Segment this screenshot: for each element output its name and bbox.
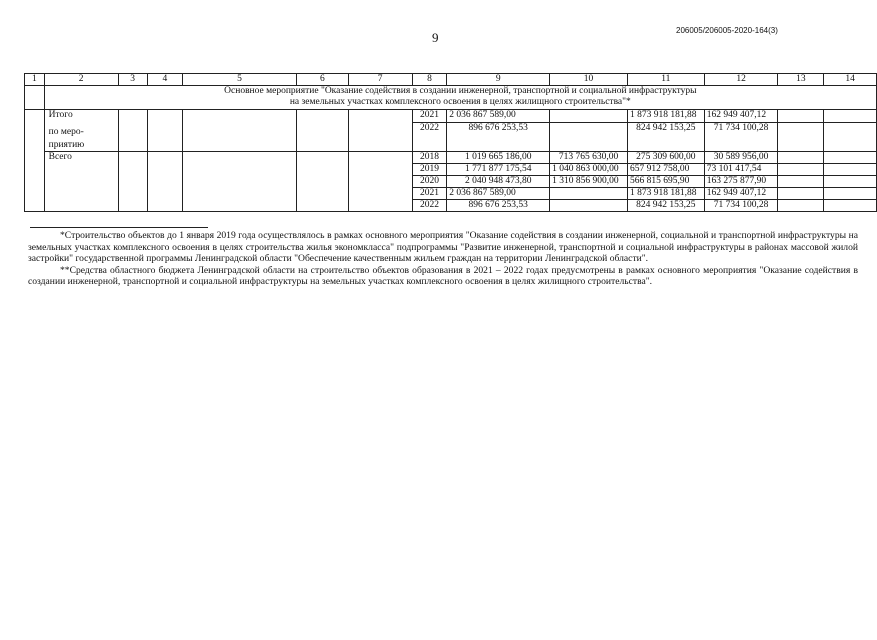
total-label: Всего [44, 152, 118, 212]
value-cell [550, 110, 628, 123]
subtotal-label-line: приятию [48, 140, 85, 150]
value-cell: 71 734 100,28 [704, 200, 778, 212]
col-num-9: 9 [447, 74, 550, 86]
empty-cell [348, 110, 412, 152]
col-num-2: 2 [44, 74, 118, 86]
footnote-1: *Строительство объектов до 1 января 2019 года осуществлялось в рамках основного мероприятия "Оказание содействия в создании инженерной, социальной и транспортной инфраструктуры на земельных участках комплексного освоения в целях строительства жилья экономкласса" подпрограммы "Развитие инженерной, транспортной и социальной инфраструктуры в районах массовой жилой застройки" государственной программы Ленинградской области "Обеспечение качественным жильем граждан на территории Ленинградской области". [28, 230, 858, 265]
empty-cell [297, 152, 349, 212]
col-num-13: 13 [778, 74, 824, 86]
section-title-line-2: на земельных участках комплексного освоения в целях жилищного строительства"* [289, 97, 631, 107]
value-cell: 657 912 758,00 [627, 164, 704, 176]
value-cell: 824 942 153,25 [627, 200, 704, 212]
col-num-3: 3 [118, 74, 147, 86]
subtotal-label [44, 110, 118, 152]
empty-cell [778, 110, 824, 123]
value-cell: 71 734 100,28 [704, 123, 778, 152]
empty-cell [25, 110, 45, 212]
empty-cell [297, 110, 349, 152]
empty-cell [778, 200, 824, 212]
empty-cell [824, 176, 877, 188]
empty-cell [778, 123, 824, 152]
value-cell: 1 310 856 900,00 [550, 176, 628, 188]
col-num-4: 4 [147, 74, 182, 86]
year-cell: 2022 [412, 123, 447, 152]
page-number: 9 [432, 30, 439, 45]
empty-cell [182, 110, 296, 152]
footnotes [28, 230, 858, 288]
value-cell: 824 942 153,25 [627, 123, 704, 152]
value-cell: 275 309 600,00 [627, 152, 704, 164]
year-cell: 2021 [412, 110, 447, 123]
subtotal-label-line: Итого [48, 110, 73, 120]
year-cell: 2018 [412, 152, 447, 164]
col-num-1: 1 [25, 74, 45, 86]
value-cell: 1 040 863 000,00 [550, 164, 628, 176]
empty-cell [824, 200, 877, 212]
col-num-14: 14 [824, 74, 877, 86]
section-title [44, 86, 876, 110]
value-cell: 2 036 867 589,00 [447, 188, 550, 200]
empty-cell [824, 152, 877, 164]
year-cell: 2020 [412, 176, 447, 188]
empty-cell [778, 152, 824, 164]
empty-cell [348, 152, 412, 212]
empty-cell [778, 164, 824, 176]
value-cell: 1 771 877 175,54 [447, 164, 550, 176]
section-title-line-1: Основное мероприятие "Оказание содействия в создании инженерной, транспортной и социальной инфраструктуры [224, 86, 697, 96]
year-cell: 2022 [412, 200, 447, 212]
table-row [25, 110, 877, 123]
empty-cell [147, 152, 182, 212]
value-cell: 162 949 407,12 [704, 110, 778, 123]
col-num-12: 12 [704, 74, 778, 86]
subtotal-label-line: по меро- [48, 127, 84, 137]
empty-cell [778, 176, 824, 188]
value-cell [550, 188, 628, 200]
budget-table [24, 73, 877, 212]
empty-cell [182, 152, 296, 212]
document-code: 206005/206005-2020-164(3) [676, 26, 778, 35]
value-cell: 73 101 417,54 [704, 164, 778, 176]
value-cell: 1 873 918 181,88 [627, 110, 704, 123]
year-cell: 2021 [412, 188, 447, 200]
empty-cell [778, 188, 824, 200]
empty-cell [824, 164, 877, 176]
year-cell: 2019 [412, 164, 447, 176]
empty-cell [118, 152, 147, 212]
value-cell: 1 019 665 186,00 [447, 152, 550, 164]
col-num-7: 7 [348, 74, 412, 86]
col-num-6: 6 [297, 74, 349, 86]
col-num-10: 10 [550, 74, 628, 86]
empty-cell [824, 110, 877, 123]
value-cell [550, 123, 628, 152]
empty-cell [824, 188, 877, 200]
value-cell: 2 040 948 473,80 [447, 176, 550, 188]
value-cell: 162 949 407,12 [704, 188, 778, 200]
empty-cell [25, 86, 45, 110]
col-num-11: 11 [627, 74, 704, 86]
table-row [25, 152, 877, 164]
footnote-2: **Средства областного бюджета Ленинградской области на строительство объектов образования в 2021 – 2022 годах предусмотрены в рамках основного мероприятия "Оказание содействия в создании инженерной, транспортной и социальной инфраструктуры на земельных участках комплексного освоения в целях жилищного строительства". [28, 264, 858, 288]
col-num-5: 5 [182, 74, 296, 86]
footnote-divider [30, 227, 208, 228]
section-title-row [25, 86, 877, 110]
value-cell: 1 873 918 181,88 [627, 188, 704, 200]
value-cell: 896 676 253,53 [447, 200, 550, 212]
column-number-row [25, 74, 877, 86]
value-cell [550, 200, 628, 212]
empty-cell [118, 110, 147, 152]
col-num-8: 8 [412, 74, 447, 86]
value-cell: 163 275 877,90 [704, 176, 778, 188]
value-cell: 2 036 867 589,00 [447, 110, 550, 123]
value-cell: 713 765 630,00 [550, 152, 628, 164]
empty-cell [147, 110, 182, 152]
value-cell: 896 676 253,53 [447, 123, 550, 152]
empty-cell [824, 123, 877, 152]
value-cell: 30 589 956,00 [704, 152, 778, 164]
value-cell: 566 815 695,90 [627, 176, 704, 188]
